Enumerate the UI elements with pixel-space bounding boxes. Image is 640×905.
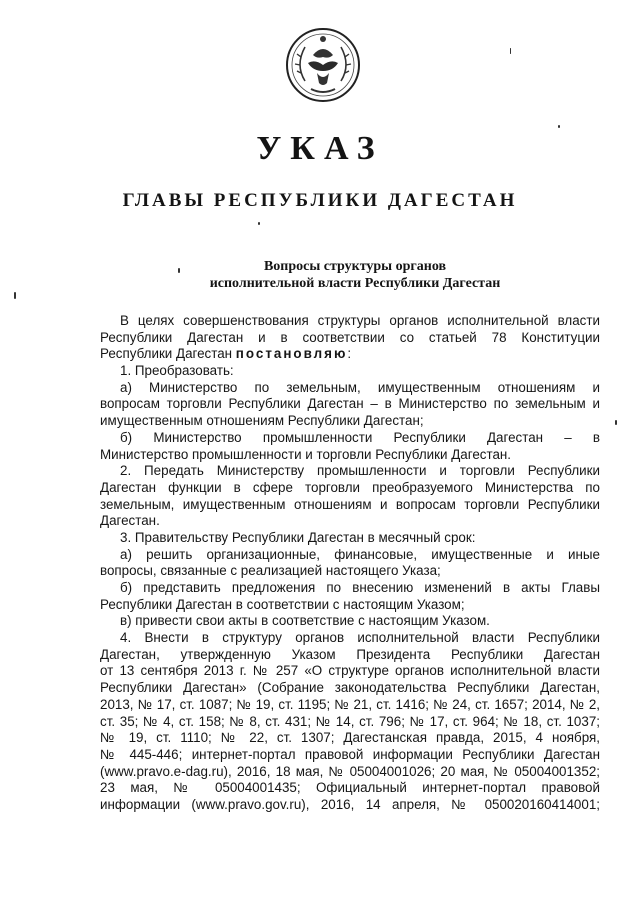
body-line: Дагестан. [100, 513, 160, 529]
scan-speck [14, 292, 16, 299]
body-line: 23 мая, № 05004001435; Официальный интернет-портал правовой [100, 780, 600, 796]
body-line: в) привести свои акты в соответствие с настоящим Указом. [120, 613, 490, 629]
decree-title: УКАЗ [256, 130, 384, 167]
body-line: информации (www.pravo.gov.ru), 2016, 14 апреля, № 050020160414001; [100, 796, 600, 812]
body-line: б) представить предложения по внесению изменений в акты Главы [120, 580, 600, 595]
body-line: Республики Дагестан и в соответствии со статьей 78 Конституции [100, 329, 600, 345]
body-text: Республики Дагестан [100, 346, 236, 362]
heading-line: Вопросы структуры органов [263, 259, 447, 274]
scan-speck [558, 125, 560, 128]
body-line: 3. Правительству Республики Дагестан в месячный срок: [120, 529, 476, 545]
body-line: б) Министерство промышленности Республики Дагестан – в [120, 429, 600, 445]
scan-speck [510, 48, 511, 54]
scan-speck [178, 268, 180, 273]
coat-of-arms-icon [283, 25, 363, 105]
body-line: № 19, ст. 1110; № 22, ст. 1307; Дагестанская правда, 2015, 4 ноября, [100, 730, 600, 746]
body-line: Республики Дагестан в соответствии с настоящим Указом; [100, 596, 465, 612]
body-text: : [347, 346, 352, 362]
body-line: 2. Передать Министерству промышленности и торговли Республики [120, 463, 600, 479]
body-line: 1. Преобразовать: [120, 363, 234, 379]
body-line: Дагестан, утвержденную Указом Президента Республики Дагестан [100, 646, 600, 662]
body-line: Дагестан функции в сфере торговли преобразуемого Министерства по [100, 479, 600, 495]
body-line: 4. Внести в структуру органов исполнительной власти Республики [120, 630, 600, 646]
decree-issuer: ГЛАВЫ РЕСПУБЛИКИ ДАГЕСТАН [122, 190, 518, 211]
body-line: Республики Дагестан» (Собрание законодательства Республики Дагестан, [100, 680, 600, 696]
body-line: В целях совершенствования структуры органов исполнительной власти [120, 313, 600, 328]
body-line [100, 346, 600, 363]
body-line: (www.pravo.e-dag.ru), 2016, 18 мая, № 05004001026; 20 мая, № 05004001352; [100, 763, 600, 779]
scan-speck [615, 420, 617, 425]
body-line: Министерство промышленности и торговли Республики Дагестан. [100, 446, 512, 462]
decree-heading [150, 258, 560, 292]
body-line: а) Министерство по земельным, имущественным отношениям и [120, 379, 600, 395]
scan-speck [258, 222, 260, 225]
decree-body [100, 313, 600, 814]
body-line: имущественным отношениям Республики Дагестан; [100, 413, 424, 429]
body-line: а) решить организационные, финансовые, имущественные и иные [120, 546, 600, 562]
body-line: 2013, № 17, ст. 1087; № 19, ст. 1195; № 21, ст. 1416; № 24, ст. 1657; 2014, № 2, [100, 696, 600, 712]
body-line: ст. 35; № 4, ст. 158; № 8, ст. 431; № 14, ст. 796; № 17, ст. 964; № 18, ст. 1037; [100, 713, 600, 729]
heading-line: исполнительной власти Республики Дагестан [209, 276, 501, 291]
body-line: вопросам торговли Республики Дагестан – в Министерство по земельным и [100, 396, 600, 412]
body-line: № 445-446; интернет-портал правовой информации Республики Дагестан [100, 746, 600, 762]
body-line: вопросы, связанные с реализацией настоящего Указа; [100, 563, 441, 579]
decree-resolution-word: постановляю [235, 346, 348, 362]
body-line: земельным, имущественным отношениям и вопросам торговли Республики [100, 496, 600, 512]
body-line: от 13 сентября 2013 г. № 257 «О структуре органов исполнительной власти [100, 663, 600, 679]
